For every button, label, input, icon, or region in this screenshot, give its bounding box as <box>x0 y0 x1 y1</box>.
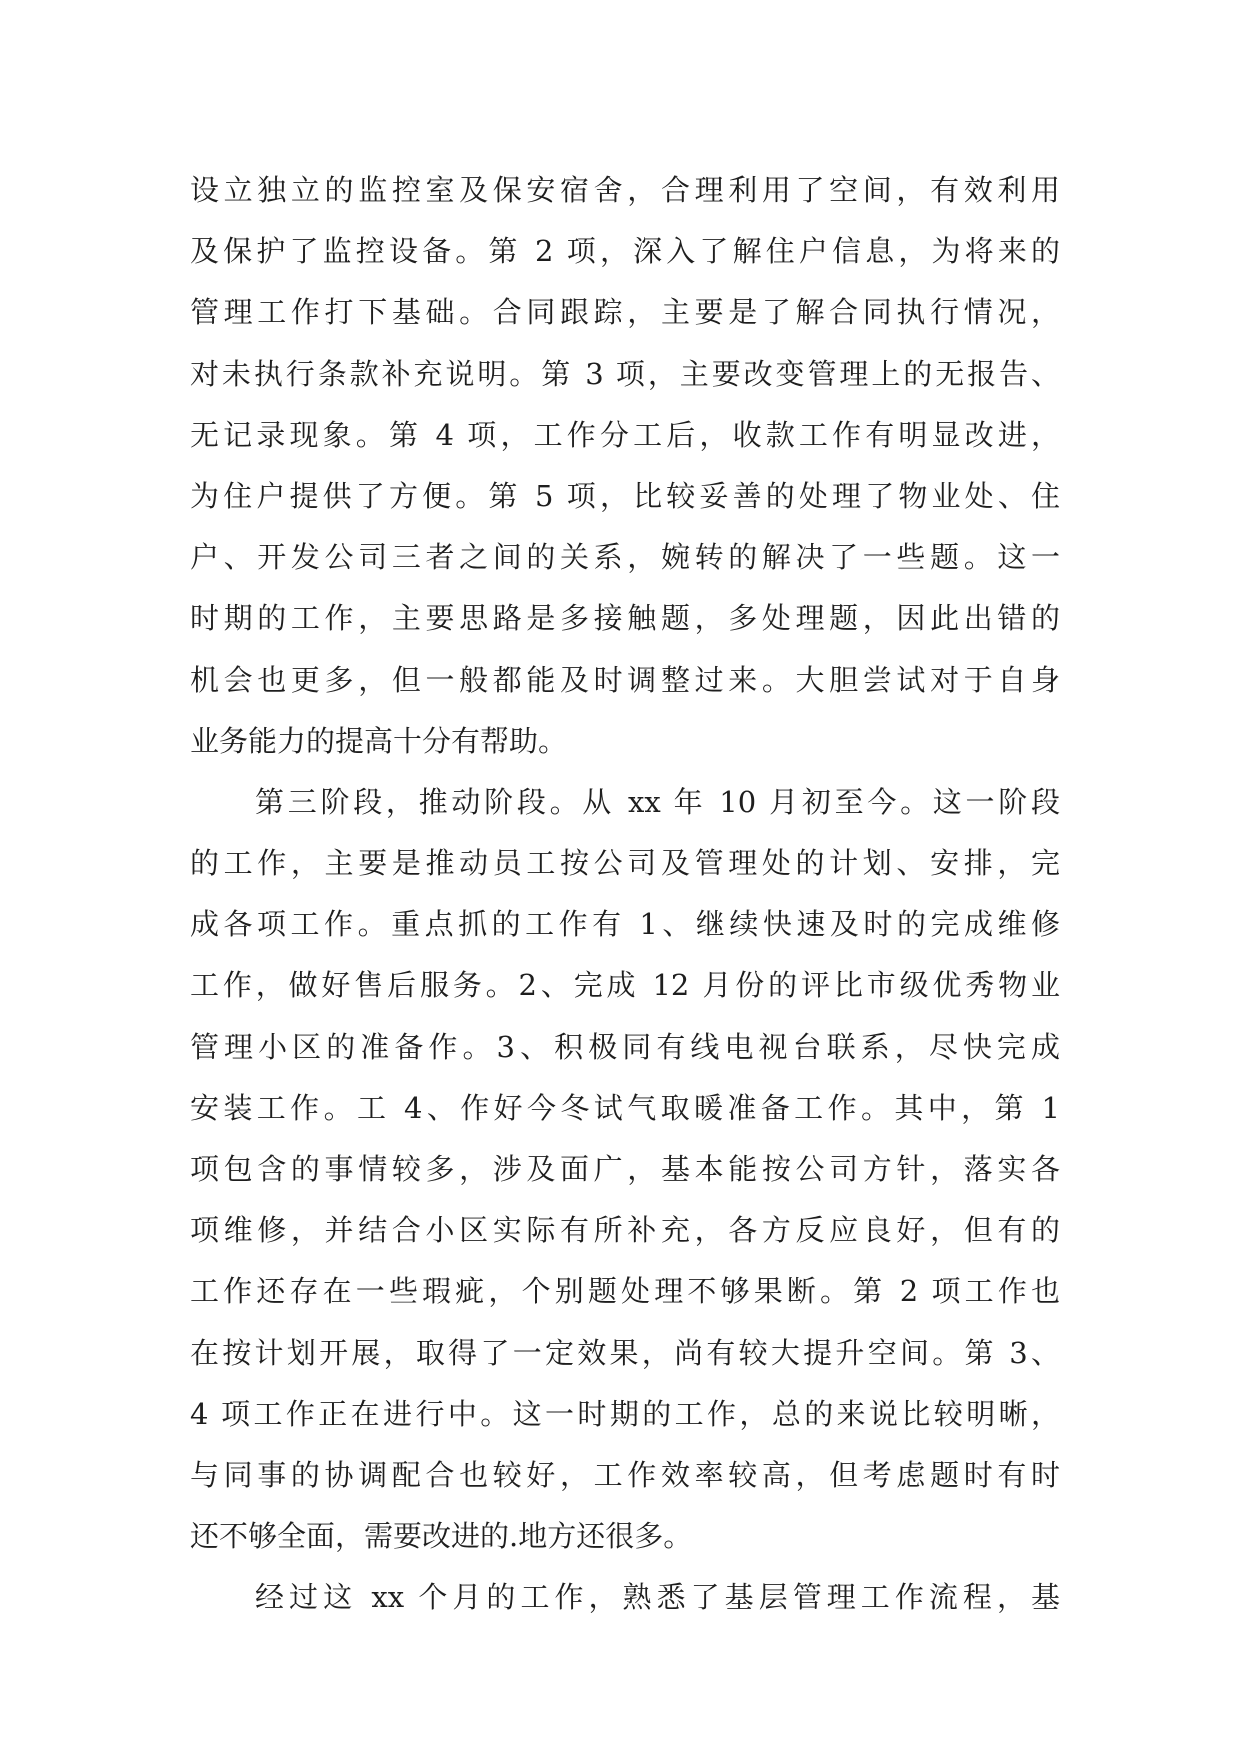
text-line: 设立独立的监控室及保安宿舍，合理利用了空间，有效利用 <box>190 173 1060 207</box>
text-line: 时期的工作，主要思路是多接触题，多处理题，因此出错的 <box>190 601 1060 636</box>
text-line: 管理工作打下基础。合同跟踪，主要是了解合同执行情况， <box>190 295 1060 330</box>
text-line: 工作还存在一些瑕疵，个别题处理不够果断。第 2 项工作也 <box>190 1274 1060 1309</box>
text-line: 安装工作。工 4、作好今冬试气取暖准备工作。其中，第 1 <box>190 1090 1060 1125</box>
text-line: 为住户提供了方便。第 5 项，比较妥善的处理了物业处、住 <box>190 478 1060 513</box>
text-line: 对未执行条款补充说明。第 3 项，主要改变管理上的无报告、 <box>190 356 1060 391</box>
text-line: 无记录现象。第 4 项，工作分工后，收款工作有明显改进， <box>190 417 1060 452</box>
text-line: 业务能力的提高十分有帮助。 <box>190 723 568 758</box>
text-line: 的工作，主要是推动员工按公司及管理处的计划、安排，完 <box>190 846 1060 881</box>
text-line: 项维修，并结合小区实际有所补充，各方反应良好，但有的 <box>190 1213 1060 1248</box>
text-line: 管理小区的准备作。3、积极同有线电视台联系，尽快完成 <box>190 1029 1060 1064</box>
text-line: 项包含的事情较多，涉及面广，基本能按公司方针，落实各 <box>190 1152 1060 1186</box>
document-body <box>190 160 1060 1629</box>
text-line: 工作，做好售后服务。2、完成 12 月份的评比市级优秀物业 <box>190 968 1060 1003</box>
text-line: 成各项工作。重点抓的工作有 1、继续快速及时的完成维修 <box>190 907 1060 942</box>
text-line: 户、开发公司三者之间的关系，婉转的解决了一些题。这一 <box>190 540 1060 575</box>
text-line: 第三阶段，推动阶段。从 xx 年 10 月初至今。这一阶段 <box>255 784 1060 819</box>
text-line: 与同事的协调配合也较好，工作效率较高，但考虑题时有时 <box>190 1457 1060 1492</box>
text-line: 及保护了监控设备。第 2 项，深入了解住户信息，为将来的 <box>190 234 1060 269</box>
text-line: 经过这 xx 个月的工作，熟悉了基层管理工作流程，基 <box>255 1580 1060 1615</box>
text-line: 在按计划开展，取得了一定效果，尚有较大提升空间。第 3、 <box>190 1335 1060 1370</box>
text-line: 还不够全面，需要改进的.地方还很多。 <box>190 1519 693 1554</box>
text-line: 4 项工作正在进行中。这一时期的工作，总的来说比较明晰， <box>190 1396 1060 1431</box>
text-line: 机会也更多，但一般都能及时调整过来。大胆尝试对于自身 <box>190 662 1060 697</box>
